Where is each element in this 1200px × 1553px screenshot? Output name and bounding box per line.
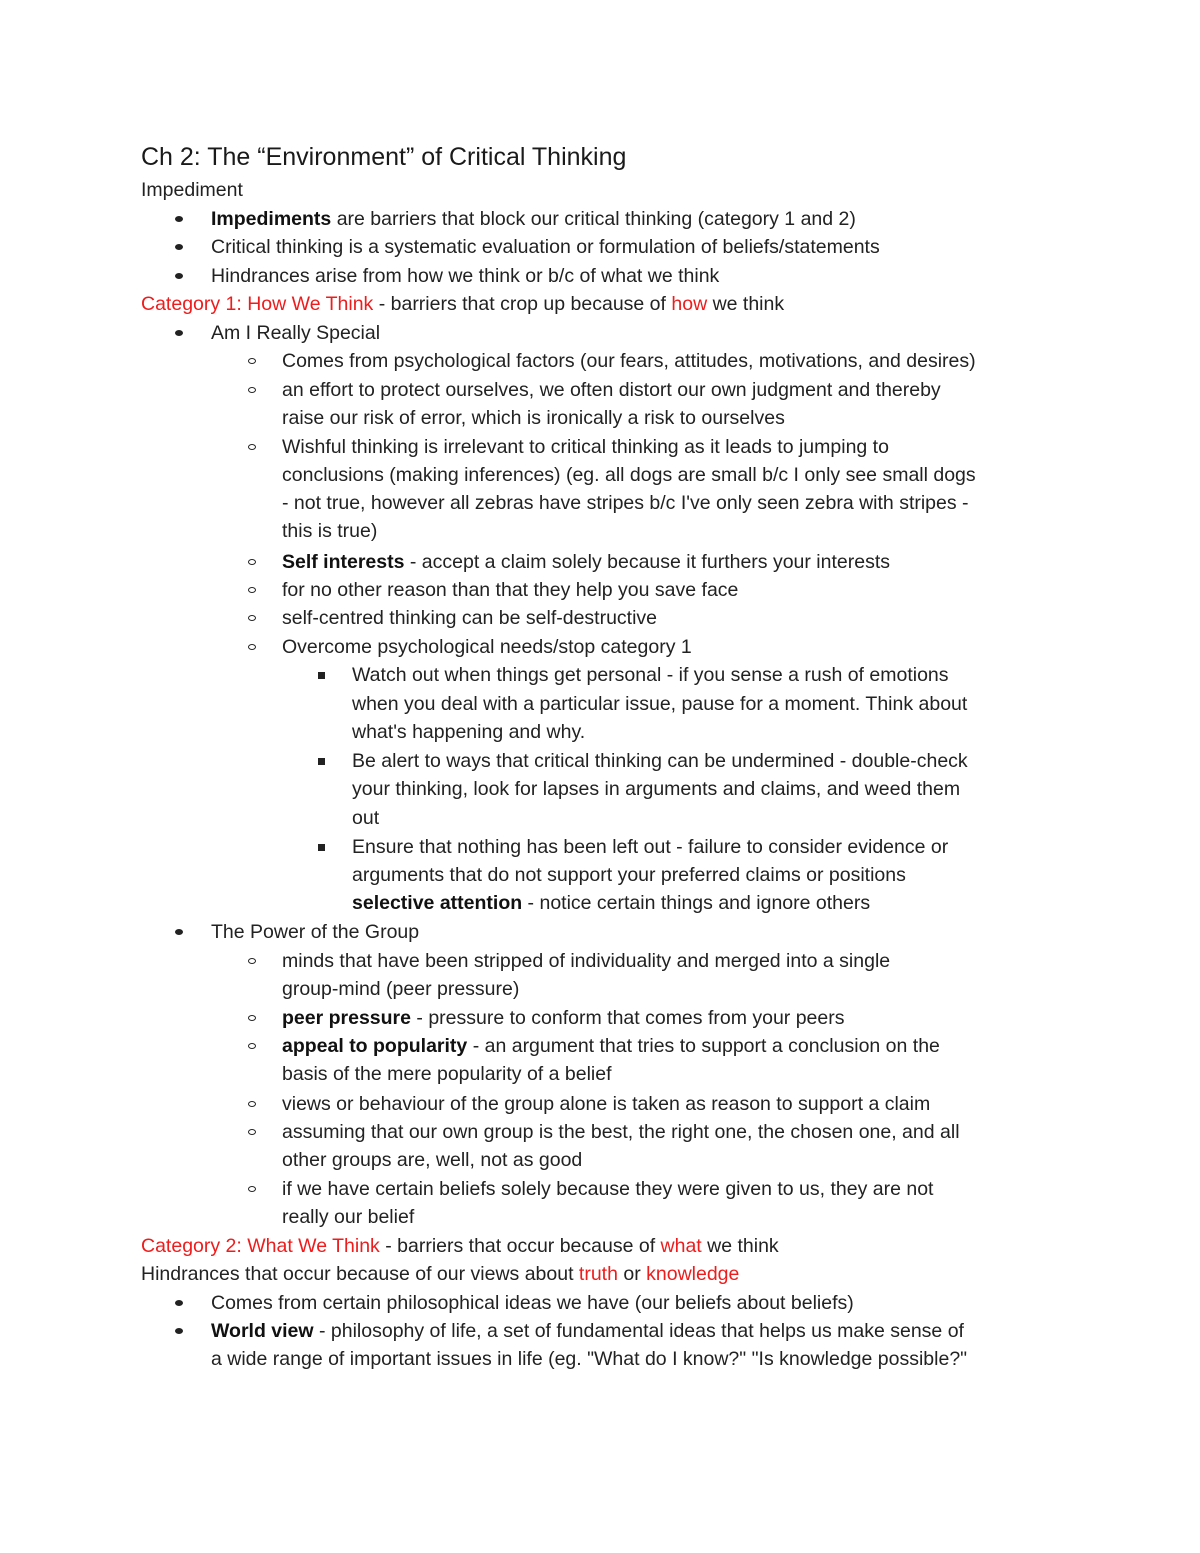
list-item-continuation: - not true, however all zebras have stripes b/c I've only seen zebra with stripes - xyxy=(282,492,969,514)
hollow-circle-bullet-icon xyxy=(248,387,256,393)
hollow-circle-bullet-icon xyxy=(248,1129,256,1135)
filled-dot-bullet-icon xyxy=(175,1328,183,1334)
list-item-continuation: what's happening and why. xyxy=(352,721,586,743)
filled-dot-bullet-icon xyxy=(175,1300,183,1306)
list-item-continuation: really our belief xyxy=(282,1206,415,1228)
filled-dot-bullet-icon xyxy=(175,929,183,935)
list-item: Am I Really Special xyxy=(211,322,381,344)
filled-dot-bullet-icon xyxy=(175,216,183,222)
list-item-continuation: selective attention - notice certain things and ignore others xyxy=(352,892,871,914)
list-item-continuation: raise our risk of error, which is ironically a risk to ourselves xyxy=(282,407,785,429)
list-item: assuming that our own group is the best, the right one, the chosen one, and all xyxy=(282,1121,960,1143)
list-item-continuation: conclusions (making inferences) (eg. all dogs are small b/c I only see small dogs xyxy=(282,464,976,486)
hollow-circle-bullet-icon xyxy=(248,587,256,593)
list-item-continuation: group-mind (peer pressure) xyxy=(282,978,520,1000)
hindrances-line: Hindrances that occur because of our views about truth or knowledge xyxy=(141,1263,740,1285)
list-item: minds that have been stripped of individuality and merged into a single xyxy=(282,950,891,972)
list-item: Critical thinking is a systematic evaluation or formulation of beliefs/statements xyxy=(211,236,880,258)
list-item-continuation: when you deal with a particular issue, pause for a moment. Think about xyxy=(352,693,968,715)
list-item: Comes from certain philosophical ideas we have (our beliefs about beliefs) xyxy=(211,1292,854,1314)
list-item: appeal to popularity - an argument that tries to support a conclusion on the xyxy=(282,1035,940,1057)
list-item: for no other reason than that they help you save face xyxy=(282,579,739,601)
list-item: Be alert to ways that critical thinking can be undermined - double-check xyxy=(352,750,968,772)
list-item: Comes from psychological factors (our fears, attitudes, motivations, and desires) xyxy=(282,350,976,372)
filled-dot-bullet-icon xyxy=(175,273,183,279)
square-bullet-icon xyxy=(318,672,325,679)
category-1-heading: Category 1: How We Think - barriers that crop up because of how we think xyxy=(141,293,785,315)
list-item: Watch out when things get personal - if you sense a rush of emotions xyxy=(352,664,949,686)
list-item-continuation: other groups are, well, not as good xyxy=(282,1149,583,1171)
list-item-continuation: this is true) xyxy=(282,520,378,542)
list-item: Hindrances arise from how we think or b/c of what we think xyxy=(211,265,720,287)
list-item-continuation: a wide range of important issues in life (eg. "What do I know?" "Is knowledge possible?" xyxy=(211,1348,968,1370)
section-heading-impediment: Impediment xyxy=(141,179,243,201)
list-item: World view - philosophy of life, a set of fundamental ideas that helps us make sense of xyxy=(211,1320,964,1342)
hollow-circle-bullet-icon xyxy=(248,958,256,964)
hollow-circle-bullet-icon xyxy=(248,1043,256,1049)
page-title: Ch 2: The “Environment” of Critical Thinking xyxy=(141,143,627,171)
square-bullet-icon xyxy=(318,758,325,765)
list-item: Wishful thinking is irrelevant to critical thinking as it leads to jumping to xyxy=(282,436,889,458)
list-item: Ensure that nothing has been left out - failure to consider evidence or xyxy=(352,836,949,858)
list-item-continuation: out xyxy=(352,807,380,829)
hollow-circle-bullet-icon xyxy=(248,615,256,621)
list-item: peer pressure - pressure to conform that comes from your peers xyxy=(282,1007,845,1029)
list-item: self-centred thinking can be self-destructive xyxy=(282,607,658,629)
list-item-continuation: arguments that do not support your preferred claims or positions xyxy=(352,864,906,886)
hollow-circle-bullet-icon xyxy=(248,444,256,450)
hollow-circle-bullet-icon xyxy=(248,644,256,650)
filled-dot-bullet-icon xyxy=(175,330,183,336)
list-item: Impediments are barriers that block our critical thinking (category 1 and 2) xyxy=(211,208,856,230)
hollow-circle-bullet-icon xyxy=(248,1186,256,1192)
hollow-circle-bullet-icon xyxy=(248,358,256,364)
list-item: views or behaviour of the group alone is taken as reason to support a claim xyxy=(282,1093,931,1115)
list-item: an effort to protect ourselves, we often distort our own judgment and thereby xyxy=(282,379,941,401)
list-item: Self interests - accept a claim solely because it furthers your interests xyxy=(282,551,891,573)
list-item-continuation: your thinking, look for lapses in arguments and claims, and weed them xyxy=(352,778,961,800)
hollow-circle-bullet-icon xyxy=(248,559,256,565)
filled-dot-bullet-icon xyxy=(175,244,183,250)
list-item: if we have certain beliefs solely because they were given to us, they are not xyxy=(282,1178,934,1200)
square-bullet-icon xyxy=(318,844,325,851)
list-item: The Power of the Group xyxy=(211,921,420,943)
list-item-continuation: basis of the mere popularity of a belief xyxy=(282,1063,612,1085)
category-2-heading: Category 2: What We Think - barriers that occur because of what we think xyxy=(141,1235,779,1257)
hollow-circle-bullet-icon xyxy=(248,1015,256,1021)
hollow-circle-bullet-icon xyxy=(248,1101,256,1107)
list-item: Overcome psychological needs/stop category 1 xyxy=(282,636,692,658)
